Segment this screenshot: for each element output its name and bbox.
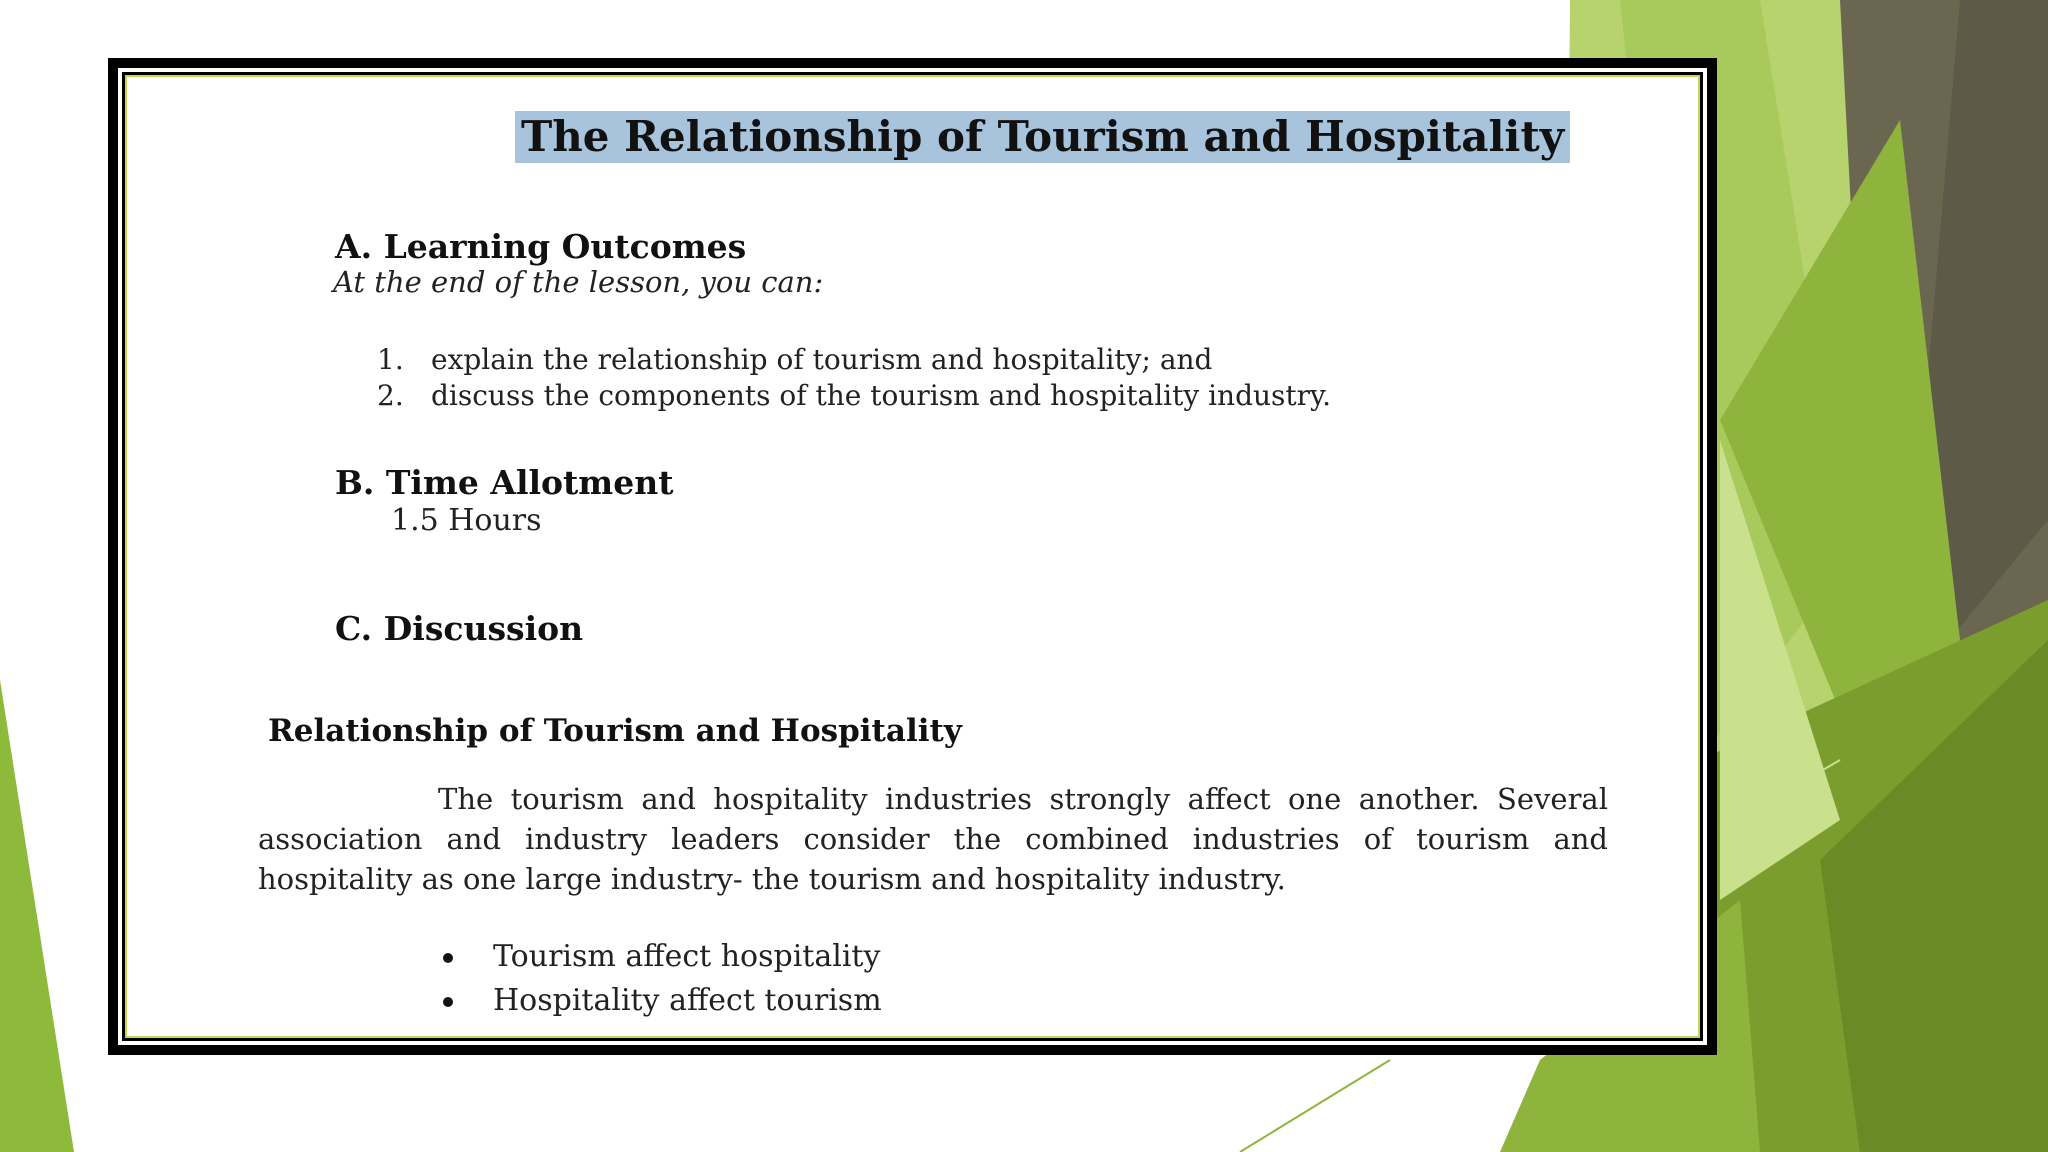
bullet-item	[443, 983, 882, 1018]
outcome-number: 1.	[377, 343, 404, 376]
discussion-subheading: Relationship of Tourism and Hospitality	[268, 713, 962, 749]
deco-line	[1240, 1060, 1390, 1152]
bullet-item	[443, 939, 880, 974]
document-frame	[108, 58, 1717, 1055]
section-c-heading: C. Discussion	[335, 609, 584, 648]
section-a-heading: A. Learning Outcomes	[335, 227, 747, 266]
bullet-text: Tourism affect hospitality	[493, 939, 881, 974]
bullet-dot	[443, 953, 453, 963]
discussion-paragraph: The tourism and hospitality industries strongly affect one another. Several association and industry leaders consider the combined industries of tourism and hospitality as one large industry- the tourism and hospitality industry.	[258, 782, 1608, 896]
outcome-number: 2.	[377, 379, 404, 412]
outcome-item: discuss the components of the tourism and hospitality industry.	[431, 379, 1332, 412]
section-a-intro: At the end of the lesson, you can:	[333, 265, 824, 299]
document-page	[122, 72, 1703, 1041]
bullet-text: Hospitality affect tourism	[493, 983, 882, 1018]
document-title: The Relationship of Tourism and Hospitality	[515, 111, 1570, 163]
bullet-dot	[443, 997, 453, 1007]
outcome-item: explain the relationship of tourism and hospitality; and	[431, 343, 1213, 376]
time-allotment-value: 1.5 Hours	[391, 503, 542, 538]
deco-left-sliver	[0, 680, 74, 1152]
section-b-heading: B. Time Allotment	[335, 463, 674, 502]
